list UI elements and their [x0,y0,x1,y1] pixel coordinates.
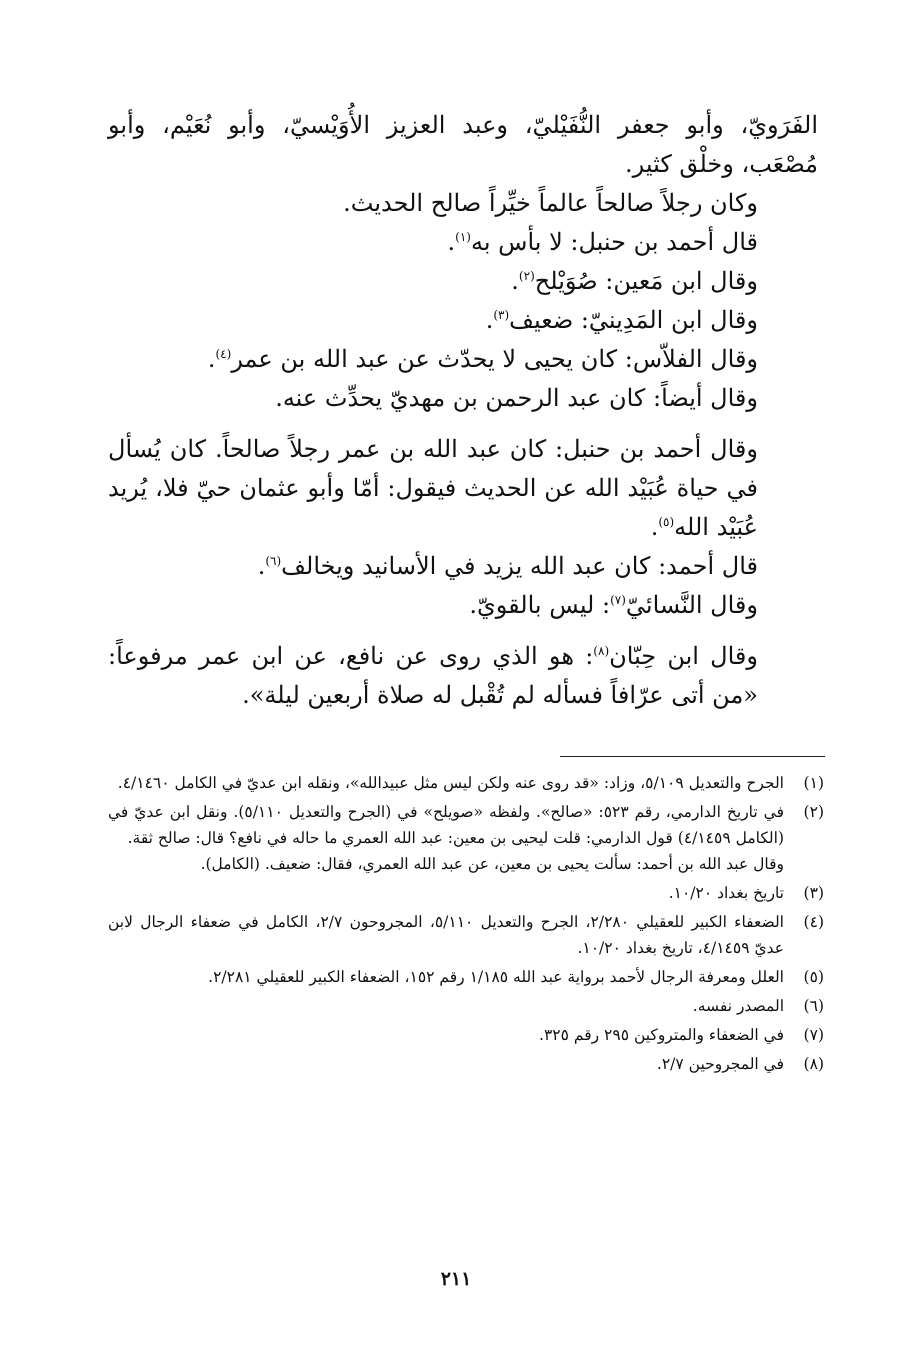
footnote [108,770,824,796]
paragraph: وقال الفلاّس: كان يحيى لا يحدّث عن عبد الله بن عمر$^{(٤)}$. [207,345,758,373]
page-number: ٢١١ [440,1268,472,1290]
footnote-ref: (٧) [610,593,626,607]
footnote-ref: (٦) [265,554,282,568]
footnote-number: (٧) [803,1026,824,1044]
footnote-ref: (١) [455,230,471,244]
paragraph: قال أحمد: كان عبد الله يزيد في الأسانيد ويخالف$^{(٦)}$. [257,552,758,580]
paragraph: وكان رجلاً صالحاً عالماً خيِّراً صالح الحديث. [343,189,758,217]
footnote-number: (١) [803,774,824,792]
footnote-number: (٨) [803,1055,824,1073]
footnote [108,993,824,1019]
footnote-divider [560,756,825,757]
footnote-number: (٢) [803,803,824,821]
footnotes [108,770,824,1077]
footnote-ref: (٤) [215,347,232,361]
footnote-text: الضعفاء الكبير للعقيلي ٢/٢٨٠، الجرح والتعديل ٥/١١٠، المجروحون ٢/٧، الكامل في ضعفاء الرجال لابن عديّ ٤/١٤٥٩، تاريخ بغداد ١٠/٢٠. [108,913,784,957]
footnote [108,799,824,877]
paragraph: وقال ابن حِبّان$^{(٨)}$: هو الذي روى عن نافع، عن ابن عمر مرفوعاً: «من أتى عرّافاً فسأله لم تُقْبل له صلاة أربعين ليلة». [108,642,758,709]
footnote [108,880,824,906]
footnote-text: وقال عبد الله بن أحمد: سألت يحيى بن معين، عن عبد الله العمري، فقال: ضعيف. (الكامل). [200,855,784,873]
footnote [108,964,824,990]
footnote-text: في تاريخ الدارمي، رقم ٥٢٣: «صالح». ولفظه «صويلح» في (الجرح والتعديل ٥/١١٠). ونقل ابن عديّ في (الكامل ٤/١٤٥٩) قول الدارمي: قلت ليحيى بن معين: عبد الله العمري ما حاله في نافع؟ قال: صالح ثقة. [108,803,784,847]
footnote-text: العلل ومعرفة الرجال لأحمد برواية عبد الله ١/١٨٥ رقم ١٥٢، الضعفاء الكبير للعقيلي ٢/٢٨١. [208,968,784,986]
footnote-ref: (٣) [493,308,510,322]
footnote-text: في المجروحين ٢/٧. [656,1055,784,1073]
footnote-number: (٣) [803,884,824,902]
footnote-number: (٤) [803,913,824,931]
footnote-text: المصدر نفسه. [692,997,784,1015]
footnote-ref: (٥) [658,515,675,529]
paragraph: وقال النَّسائيّ$^{(٧)}$: ليس بالقويّ. [469,591,758,619]
footnote-text: في الضعفاء والمتروكين ٢٩٥ رقم ٣٢٥. [539,1026,784,1044]
paragraph: وقال أحمد بن حنبل: كان عبد الله بن عمر رجلاً صالحاً. كان يُسأل في حياة عُبَيْد الله عن الحديث فيقول: أمّا وأبو عثمان حيّ فلا، يُريد عُبَيْد الله$^{(٥)}$. [108,435,758,541]
footnote [108,909,824,961]
paragraph: وقال ابن المَدِينيّ: ضعيف$^{(٣)}$. [485,306,758,334]
paragraph: وقال أيضاً: كان عبد الرحمن بن مهديّ يحدِّث عنه. [275,384,758,412]
footnote [108,1022,824,1048]
footnote-text: تاريخ بغداد ١٠/٢٠. [668,884,784,902]
paragraph: قال أحمد بن حنبل: لا بأس به$^{(١)}$. [447,228,758,256]
footnote-ref: (٢) [518,269,535,283]
paragraph: الفَرَويّ، وأبو جعفر النُّفَيْليّ، وعبد العزيز الأُوَيْسيّ، وأبو نُعَيْم، وأبو مُصْعَب، وخلْق كثير. [108,111,818,178]
footnote-text: الجرح والتعديل ٥/١٠٩، وزاد: «قد روى عنه ولكن ليس مثل عبيدالله»، ونقله ابن عديّ في الكامل ٤/١٤٦٠. [117,774,784,792]
footnote-number: (٦) [803,997,824,1015]
footnote [108,1051,824,1077]
footnote-ref: (٨) [593,644,610,658]
footnote-number: (٥) [803,968,824,986]
paragraph: وقال ابن مَعين: صُوَيْلح$^{(٢)}$. [511,267,758,295]
main-text [108,106,818,715]
